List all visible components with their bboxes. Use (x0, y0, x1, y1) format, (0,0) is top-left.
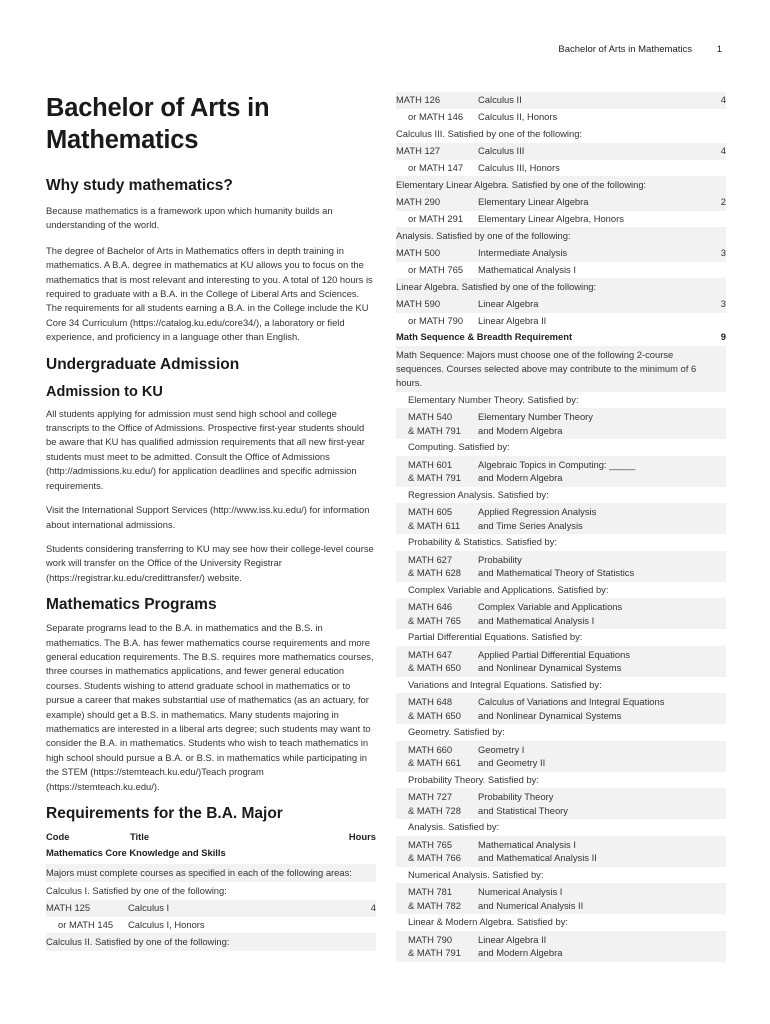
sequence-label: Probability Theory. Satisfied by: (396, 772, 726, 789)
table-row (408, 410, 726, 424)
course-title: and Numerical Analysis II (478, 899, 584, 911)
course-title: Applied Regression Analysis (478, 506, 597, 517)
sequence-label: Regression Analysis. Satisfied by: (396, 487, 726, 504)
table-row (408, 709, 726, 723)
course-title: and Statistical Theory (478, 804, 568, 816)
admission-paragraph-3: Students considering transferring to KU may see how their college-level course work will transfer on the Office of the University Registrar (https://registrar.ku.edu/credittransfer/) website. (46, 542, 374, 583)
sequence-course-pair (396, 836, 726, 867)
course-title: and Mathematical Theory of Statistics (478, 567, 635, 578)
requirements-table-header (46, 830, 376, 844)
course-title: and Modern Algebra (478, 947, 563, 958)
course-title: and Nonlinear Dynamical Systems (478, 662, 622, 673)
sequence-label: Probability & Statistics. Satisfied by: (396, 534, 726, 551)
table-row: or MATH 790 Linear Algebra II (408, 314, 547, 326)
linear-algebra-label: Linear Algebra. Satisfied by one of the following: (396, 278, 726, 296)
table-row (408, 933, 726, 947)
admission-paragraph-1: All students applying for admission must send high school and college transcripts to the Office of Admissions. Prospective first-year students should be aware that KU has qualified admission requirements that all new first-year students must meet to be admitted. Consult the Office of Admissions (http://admissions.ku.edu/) for application deadlines and specific admission requirements. (46, 407, 365, 491)
course-code: & MATH 611 (408, 519, 461, 531)
sequence-hours: 9 (720, 331, 726, 342)
course-title: Mathematical Analysis I (478, 838, 576, 850)
course-title: Probability (478, 553, 522, 565)
course-code: & MATH 766 (408, 852, 461, 863)
table-row (408, 695, 726, 709)
course-code: MATH 727 (408, 791, 453, 802)
table-row (408, 519, 726, 533)
sequence-label: Partial Differential Equations. Satisfied by: (396, 629, 726, 646)
undergrad-admission-heading: Undergraduate Admission (46, 355, 240, 373)
ela-label: Elementary Linear Algebra. Satisfied by one of the following: (396, 176, 726, 194)
sequence-label: Geometry. Satisfied by: (396, 724, 726, 741)
table-row (408, 851, 726, 865)
course-code: MATH 540 (408, 411, 453, 422)
course-code: & MATH 791 (408, 424, 461, 436)
course-title: Complex Variable and Applications (478, 601, 623, 612)
sequence-course-pair (396, 598, 726, 629)
core-note: Majors must complete courses as specified in each of the following areas: (46, 864, 376, 882)
table-row (408, 553, 726, 567)
table-row (408, 566, 726, 580)
table-row (408, 885, 726, 899)
course-title: Geometry I (478, 743, 525, 755)
left-column (46, 92, 376, 951)
sequence-course-pair (396, 788, 726, 819)
page-number: 1 (716, 44, 722, 55)
course-code: MATH 648 (408, 696, 453, 707)
course-code: MATH 627 (408, 553, 453, 565)
table-row (408, 661, 726, 675)
table-row: MATH 500 Intermediate Analysis 3 (396, 245, 726, 262)
admission-paragraph-2: Visit the International Support Services (http://www.iss.ku.edu/) for information about international admissions. (46, 504, 370, 530)
table-row (408, 614, 726, 628)
table-row (408, 424, 726, 438)
table-row (408, 790, 726, 804)
course-code: & MATH 728 (408, 804, 461, 816)
table-row (408, 804, 726, 818)
sequence-course-pair (396, 646, 726, 677)
table-row (408, 838, 726, 852)
requirements-heading: Requirements for the B.A. Major (46, 805, 283, 822)
why-heading: Why study mathematics? (46, 177, 233, 194)
course-code: & MATH 791 (408, 472, 461, 483)
table-row: or MATH 765 Mathematical Analysis I (408, 263, 576, 275)
running-header (0, 44, 770, 58)
table-row: MATH 127 Calculus III 4 (396, 143, 726, 160)
sequence-label: Linear & Modern Algebra. Satisfied by: (396, 914, 726, 931)
running-title: Bachelor of Arts in Mathematics (558, 44, 692, 55)
course-code: MATH 781 (408, 886, 453, 897)
course-title: Calculus of Variations and Integral Equations (478, 696, 665, 707)
table-row (408, 756, 726, 770)
sequence-course-pair (396, 741, 726, 772)
table-row (408, 648, 726, 662)
why-paragraph-2: The degree of Bachelor of Arts in Mathematics offers in depth training in mathematics. A B.A. degree in mathematics at KU allows you to focus on the mathematics that is most relevant and interesting to you. A total of 120 hours is required to graduate with a B.A. in the College of Liberal Arts and Sciences. The requirements for all students earning a B.A. in the College include the KU Core 34 Curriculum (https://catalog.ku.edu/core34/), a laboratory or field experience, and proficiency in a language other than English. (46, 244, 373, 343)
course-title: Applied Partial Differential Equations (478, 648, 631, 660)
table-row: or MATH 146 Calculus II, Honors (408, 110, 558, 122)
course-code: MATH 601 (408, 458, 453, 470)
course-code: MATH 605 (408, 506, 453, 517)
sequence-label: Complex Variable and Applications. Satisfied by: (396, 582, 726, 599)
sequence-label: Variations and Integral Equations. Satisfied by: (396, 677, 726, 694)
sequence-label: Numerical Analysis. Satisfied by: (396, 867, 726, 884)
table-row (408, 946, 726, 960)
document-title: Bachelor of Arts in Mathematics (46, 94, 270, 154)
col-title: Title (130, 831, 150, 842)
course-title: Elementary Number Theory (478, 411, 593, 422)
sequence-label: Computing. Satisfied by: (396, 439, 726, 456)
admission-heading: Admission to KU (46, 383, 163, 400)
course-code: & MATH 782 (408, 899, 461, 911)
analysis-label: Analysis. Satisfied by one of the following: (396, 227, 726, 245)
course-title: and Time Series Analysis (478, 519, 583, 531)
table-row: MATH 125 Calculus I 4 (46, 900, 376, 917)
course-code: MATH 646 (408, 601, 453, 612)
table-row (408, 899, 726, 913)
table-row: MATH 126 Calculus II 4 (396, 92, 726, 109)
table-row: MATH 290 Elementary Linear Algebra 2 (396, 194, 726, 211)
sequence-heading-row (396, 329, 726, 346)
table-row (408, 471, 726, 485)
table-row: or MATH 145 Calculus I, Honors (58, 918, 205, 930)
programs-paragraph: Separate programs lead to the B.A. in mathematics and the B.S. in mathematics. The B.A. has fewer mathematics course requirements and more general education requirements. The B.S. requires more mathematics courses, three courses in mathematics applications, and fewer general education courses. Students wishing to attend graduate school in mathematics or to pursue a career that makes substantial use of mathematics (as an actuary, for example) should get a B.S. in mathematics. Many students majoring in mathematics are interested in a liberal arts degree; such students may want to consider the B.A. in mathematics. Students who wish to teach mathematics in high school should pursue a B.A. or B.S. in mathematics while participating in the STEM (https://stemteach.ku.edu/)Teach program (https://stemteach.ku.edu/). (46, 622, 374, 792)
course-code: MATH 765 (408, 838, 453, 850)
course-title: and Mathematical Analysis I (478, 614, 595, 626)
course-title: and Nonlinear Dynamical Systems (478, 709, 622, 721)
sequence-course-pair (396, 408, 726, 439)
sequence-label: Analysis. Satisfied by: (396, 819, 726, 836)
course-title: and Geometry II (478, 757, 546, 768)
course-code: & MATH 765 (408, 614, 461, 626)
right-column (396, 92, 726, 962)
course-code: MATH 790 (408, 933, 453, 945)
course-title: and Modern Algebra (478, 472, 563, 483)
course-title: Algebraic Topics in Computing: _____ (478, 458, 636, 470)
calc2-label: Calculus II. Satisfied by one of the following: (46, 933, 376, 951)
table-row: or MATH 147 Calculus III, Honors (408, 161, 560, 173)
sequence-course-pair (396, 551, 726, 582)
calc3-label: Calculus III. Satisfied by one of the following: (396, 125, 726, 143)
sequence-course-pair (396, 693, 726, 724)
table-row: MATH 590 Linear Algebra 3 (396, 296, 726, 313)
table-row (408, 600, 726, 614)
course-title: and Mathematical Analysis II (478, 852, 597, 863)
table-row: or MATH 291 Elementary Linear Algebra, Honors (408, 212, 624, 224)
calc1-label: Calculus I. Satisfied by one of the following: (46, 882, 376, 900)
col-hours: Hours (348, 831, 376, 842)
course-code: & MATH 628 (408, 567, 461, 578)
why-paragraph-1: Because mathematics is a framework upon which humanity builds an understanding of the world. (46, 205, 333, 231)
core-heading: Mathematics Core Knowledge and Skills (46, 847, 226, 858)
sequence-course-pair (396, 503, 726, 534)
sequence-label: Elementary Number Theory. Satisfied by: (396, 392, 726, 409)
sequence-course-pair (396, 883, 726, 914)
sequence-heading: Math Sequence & Breadth Requirement (396, 331, 573, 342)
course-code: & MATH 650 (408, 709, 461, 721)
course-title: Probability Theory (478, 791, 554, 802)
sequence-list (396, 392, 726, 962)
sequence-course-pair (396, 931, 726, 962)
course-code: & MATH 791 (408, 947, 461, 958)
course-code: & MATH 650 (408, 662, 461, 673)
sequence-course-pair (396, 456, 726, 487)
table-row (408, 743, 726, 757)
course-code: & MATH 661 (408, 757, 461, 768)
course-title: Linear Algebra II (478, 933, 547, 945)
col-code: Code (46, 831, 70, 842)
course-title: Numerical Analysis I (478, 886, 563, 897)
sequence-note: Math Sequence: Majors must choose one of the following 2-course sequences. Courses selected above may contribute to the minimum of 6 hours. (396, 346, 726, 392)
course-code: MATH 660 (408, 743, 453, 755)
table-row (408, 458, 726, 472)
table-row (408, 505, 726, 519)
programs-heading: Mathematics Programs (46, 596, 217, 614)
course-code: MATH 647 (408, 648, 453, 660)
course-title: and Modern Algebra (478, 424, 563, 436)
